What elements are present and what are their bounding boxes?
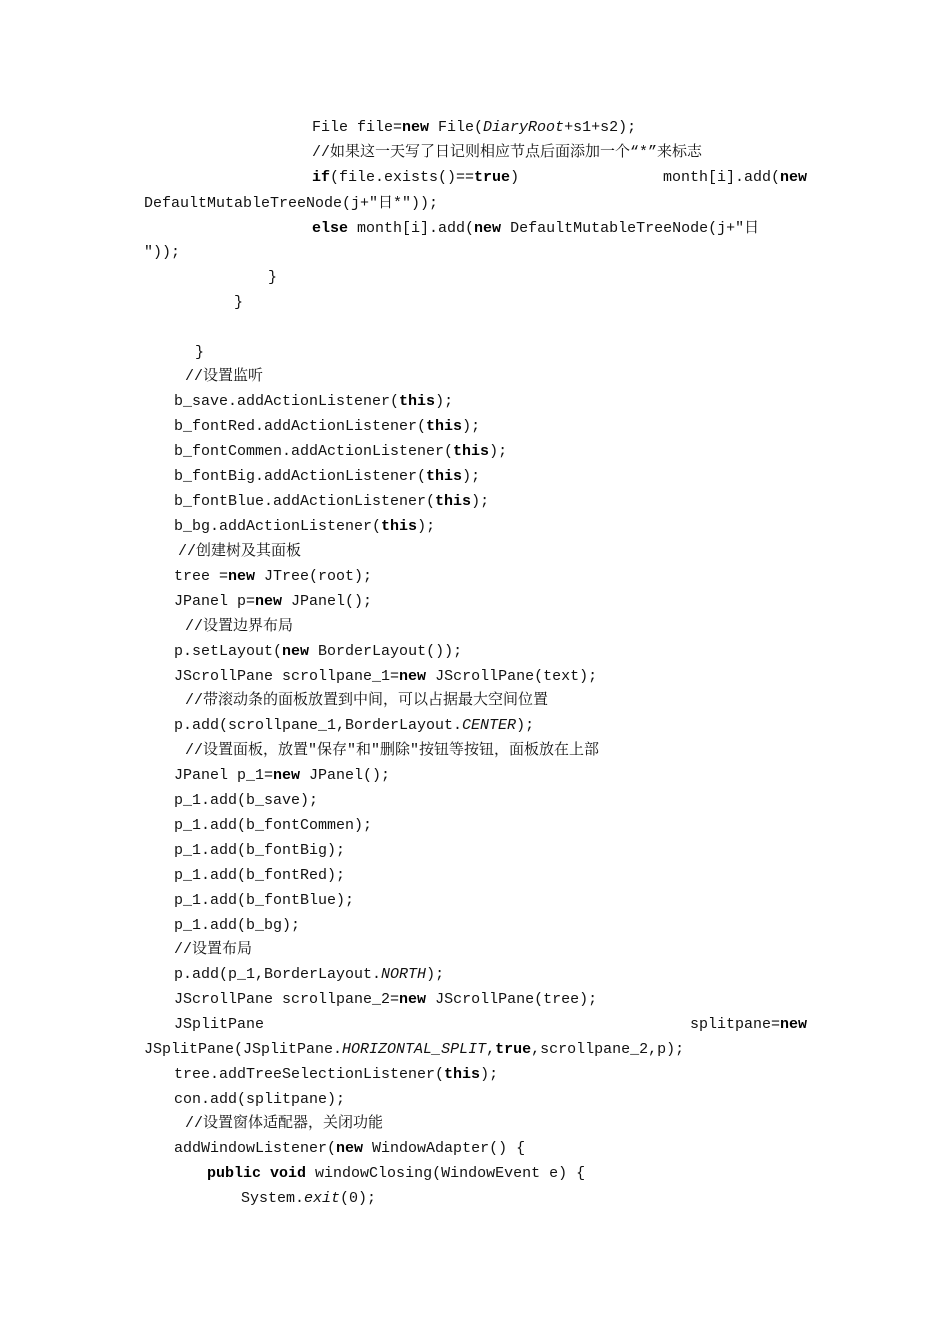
code-keyword: if [312, 169, 331, 186]
code-text: JScrollPane(text); [426, 668, 598, 685]
code-text: //创建树及其面板 [178, 543, 302, 560]
code-line [174, 417, 480, 437]
code-line [174, 492, 489, 512]
code-line [174, 592, 372, 612]
code-text: //设置窗体适配器，关闭功能 [185, 1115, 384, 1132]
code-text: month[i].add( [662, 169, 780, 186]
code-line [174, 567, 372, 587]
code-italic-identifier: HORIZONTAL_SPLIT [342, 1041, 487, 1058]
code-text: ); [471, 493, 490, 510]
code-keyword: else [312, 220, 349, 237]
code-text: File file= [312, 119, 403, 136]
code-keyword: new [399, 991, 427, 1008]
code-line [144, 243, 180, 263]
code-line [174, 1015, 264, 1035]
code-line [241, 1189, 376, 1209]
code-italic-identifier: CENTER [462, 717, 517, 734]
code-keyword: new [474, 220, 502, 237]
code-text: splitpane= [689, 1016, 780, 1033]
code-line [174, 791, 318, 811]
code-keyword: this [426, 418, 463, 435]
code-line [174, 816, 372, 836]
code-text: windowClosing(WindowEvent e) { [306, 1165, 586, 1182]
code-text: tree = [174, 568, 229, 585]
code-text: ); [462, 468, 481, 485]
code-line [174, 766, 390, 786]
code-text: p_1.add(b_bg); [174, 917, 301, 934]
code-text: //带滚动条的面板放置到中间，可以占据最大空间位置 [185, 692, 549, 709]
code-text: p_1.add(b_fontBlue); [174, 892, 355, 909]
code-keyword: new [228, 568, 256, 585]
code-line [207, 1164, 585, 1184]
code-text: (file.exists()== [330, 169, 475, 186]
code-keyword: new [779, 1016, 807, 1033]
code-text: ); [462, 418, 481, 435]
code-line [174, 990, 597, 1010]
code-text: p.setLayout( [174, 643, 283, 660]
code-text: ) [510, 169, 520, 186]
code-text: ")); [144, 244, 181, 261]
code-line [195, 343, 204, 363]
code-text: p_1.add(b_fontBig); [174, 842, 346, 859]
code-comment-line [185, 617, 293, 637]
code-text: WindowAdapter() { [363, 1140, 526, 1157]
code-text: p_1.add(b_fontCommen); [174, 817, 373, 834]
code-text: month[i].add( [348, 220, 475, 237]
code-text: ); [417, 518, 436, 535]
code-text: BorderLayout()); [309, 643, 463, 660]
code-text: //设置边界布局 [185, 618, 294, 635]
code-text: con.add(splitpane); [174, 1091, 346, 1108]
code-line [174, 716, 534, 736]
code-line [174, 392, 453, 412]
code-line [174, 442, 507, 462]
code-line [174, 916, 300, 936]
code-text: System. [241, 1190, 305, 1207]
code-keyword: new [336, 1140, 364, 1157]
code-keyword: new [399, 668, 427, 685]
code-keyword: new [402, 119, 430, 136]
code-text: JSplitPane [174, 1016, 265, 1033]
code-text: JTree(root); [255, 568, 373, 585]
code-text: File( [429, 119, 484, 136]
code-keyword: this [399, 393, 436, 410]
code-text: ); [516, 717, 535, 734]
code-line [174, 965, 444, 985]
code-line [174, 667, 597, 687]
code-text: //设置面板，放置"保存"和"删除"按钮等按钮，面板放在上部 [185, 742, 600, 759]
code-text: p_1.add(b_fontRed); [174, 867, 346, 884]
code-line [174, 1139, 525, 1159]
code-keyword: true [474, 169, 511, 186]
code-line [174, 866, 345, 886]
code-text: JPanel(); [282, 593, 373, 610]
code-keyword: this [426, 468, 463, 485]
code-line [663, 168, 807, 188]
code-text: b_fontCommen.addActionListener( [174, 443, 454, 460]
code-line [234, 293, 243, 313]
code-comment-line [185, 1114, 383, 1134]
code-text: b_fontRed.addActionListener( [174, 418, 427, 435]
code-text: JPanel p_1= [174, 767, 274, 784]
code-line [174, 891, 354, 911]
code-text: ); [435, 393, 454, 410]
code-text: //设置布局 [174, 941, 253, 958]
code-line [312, 219, 759, 239]
code-line [174, 642, 462, 662]
code-keyword: new [779, 169, 807, 186]
code-line [174, 517, 435, 537]
code-text: JPanel(); [300, 767, 391, 784]
code-text: , [486, 1041, 496, 1058]
code-text: +s1+s2); [564, 119, 637, 136]
code-keyword: true [495, 1041, 532, 1058]
code-keyword: public [207, 1165, 262, 1182]
code-line [144, 194, 438, 214]
code-keyword: this [453, 443, 490, 460]
code-comment-line [174, 940, 252, 960]
code-text: b_fontBig.addActionListener( [174, 468, 427, 485]
code-italic-identifier: DiaryRoot [483, 119, 565, 136]
code-keyword: void [270, 1165, 307, 1182]
code-comment-line [185, 691, 548, 711]
code-line [174, 841, 345, 861]
code-comment-line [312, 143, 702, 163]
code-text: tree.addTreeSelectionListener( [174, 1066, 445, 1083]
code-keyword: this [435, 493, 472, 510]
code-line [174, 467, 480, 487]
code-line [174, 1090, 345, 1110]
code-text: addWindowListener( [174, 1140, 337, 1157]
code-comment-line [185, 367, 263, 387]
code-text: //如果这一天写了日记则相应节点后面添加一个“*”来标志 [312, 144, 703, 161]
code-line [174, 1065, 498, 1085]
code-keyword: new [273, 767, 301, 784]
code-text: } [268, 269, 278, 286]
code-italic-identifier: NORTH [381, 966, 427, 983]
code-text: ); [489, 443, 508, 460]
code-italic-identifier: exit [304, 1190, 341, 1207]
code-text: JPanel p= [174, 593, 256, 610]
code-line [144, 1040, 684, 1060]
code-text: ,scrollpane_2,p); [531, 1041, 685, 1058]
code-text: p.add(p_1,BorderLayout. [174, 966, 382, 983]
code-text: p.add(scrollpane_1,BorderLayout. [174, 717, 463, 734]
code-text: b_bg.addActionListener( [174, 518, 382, 535]
code-text: b_fontBlue.addActionListener( [174, 493, 436, 510]
code-text: DefaultMutableTreeNode(j+"日*")); [144, 195, 439, 212]
code-line [690, 1015, 807, 1035]
code-text: JSplitPane(JSplitPane. [144, 1041, 343, 1058]
code-text: ); [480, 1066, 499, 1083]
code-comment-line [178, 542, 301, 562]
code-text: JScrollPane(tree); [426, 991, 598, 1008]
code-text: ); [426, 966, 445, 983]
code-text: DefaultMutableTreeNode(j+"日 [501, 220, 760, 237]
code-text [261, 1165, 270, 1182]
code-text: } [234, 294, 244, 311]
code-text: } [195, 344, 205, 361]
code-text: b_save.addActionListener( [174, 393, 400, 410]
code-text: //设置监听 [185, 368, 264, 385]
code-line [268, 268, 277, 288]
code-text: (0); [340, 1190, 377, 1207]
code-keyword: new [282, 643, 310, 660]
code-line [312, 168, 519, 188]
code-text: JScrollPane scrollpane_2= [174, 991, 400, 1008]
code-keyword: this [444, 1066, 481, 1083]
code-keyword: this [381, 518, 418, 535]
code-keyword: new [255, 593, 283, 610]
code-line [312, 118, 636, 138]
code-text: JScrollPane scrollpane_1= [174, 668, 400, 685]
code-comment-line [185, 741, 599, 761]
code-text: p_1.add(b_save); [174, 792, 319, 809]
